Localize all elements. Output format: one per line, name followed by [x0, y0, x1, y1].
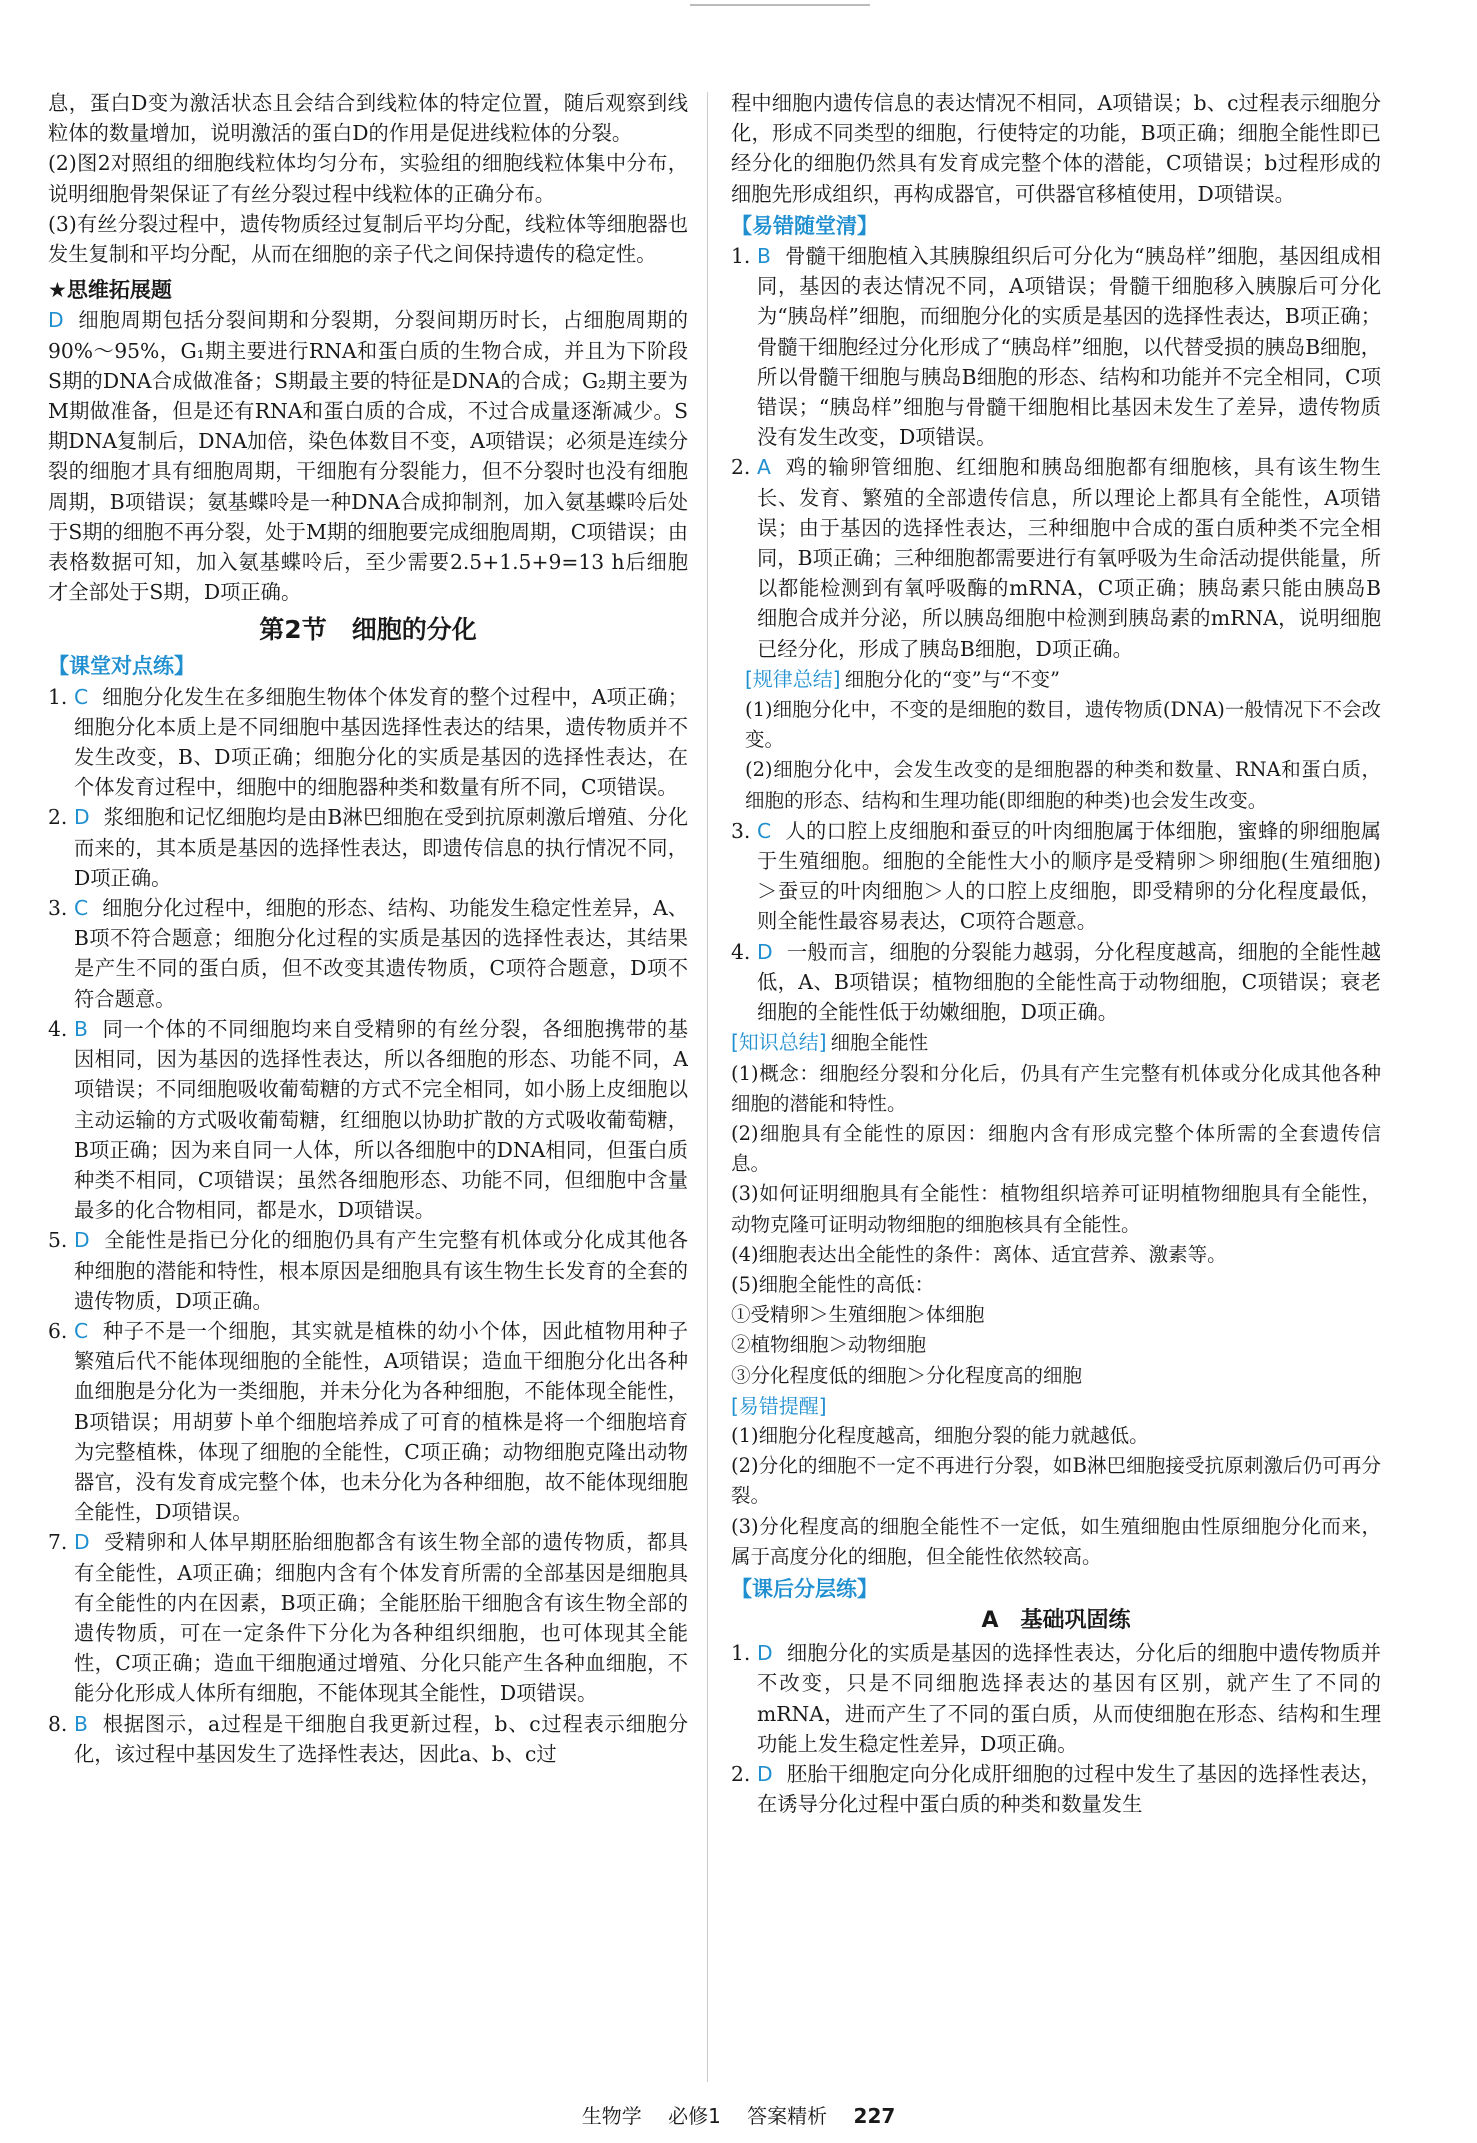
item-answer: B — [757, 244, 771, 269]
list-item — [48, 1709, 688, 1769]
left-item-list — [48, 682, 688, 1769]
item-number: 8. — [48, 1711, 68, 1736]
section-title: 第2节 细胞的分化 — [259, 615, 477, 645]
knowledge-line: ②植物细胞＞动物细胞 — [731, 1333, 927, 1357]
column-divider — [707, 92, 708, 2082]
list-item — [731, 937, 1381, 1028]
item-answer: C — [74, 896, 89, 921]
item-number: 1. — [48, 684, 68, 709]
expand-text: 细胞周期包括分裂间期和分裂期，分裂间期历时长，占细胞周期的90%～95%，G₁期主要进行RNA和蛋白质的生物合成，并且为下阶段S期的DNA合成做准备；S期最主要的特征是DNA的合成；G₂期主要为M期做准备，但是还有RNA和蛋白质的合成，不过合成量逐渐减少。S期DNA复制后，DNA加倍，染色体数目不变，A项错误；必须是连续分裂的细胞才具有细胞周期，干细胞有分裂能力，但不分裂时也没有细胞周期，B项错误；氨基蝶呤是一种DNA合成抑制剂，加入氨基蝶呤后处于S期的细胞不再分裂，处于M期的细胞要完成细胞周期，C项错误；由表格数据可知，加入氨基蝶呤后，至少需要2.5+1.5+9=13 h后细胞才全部处于S期，D项正确。 — [48, 308, 688, 605]
item-text: 骨髓干细胞植入其胰腺组织后可分化为“胰岛样”细胞，基因组成相同，基因的表达情况不同，A项错误；骨髓干细胞移入胰腺后可分化为“胰岛样”细胞，而细胞分化的实质是基因的选择性表达，B项正确；骨髓干细胞经过分化形成了“胰岛样”细胞，以代替受损的胰岛B细胞，所以骨髓干细胞与胰岛B细胞的形态、结构和功能并不完全相同，C项错误；“胰岛样”细胞与骨髓干细胞相比基因未发生了差异，遗传物质没有发生改变，D项错误。 — [757, 244, 1381, 450]
item-answer: B — [74, 1711, 88, 1736]
list-item — [48, 1527, 688, 1708]
list-item — [48, 1316, 688, 1527]
item-number: 4. — [731, 939, 751, 964]
item-answer: C — [74, 1318, 89, 1343]
list-item — [48, 893, 688, 1014]
knowledge-line: ①受精卵＞生殖细胞＞体细胞 — [731, 1303, 985, 1327]
rule-line: (2)细胞分化中，会发生改变的是细胞器的种类和数量、RNA和蛋白质，细胞的形态、结构和生理功能(即细胞的种类)也会发生改变。 — [745, 758, 1381, 812]
knowledge-line: (5)细胞全能性的高低： — [731, 1272, 935, 1296]
warning-tag: [易错提醒] — [731, 1393, 827, 1418]
warning-box — [731, 1391, 1381, 1572]
knowledge-line: (3)如何证明细胞具有全能性：植物组织培养可证明植物细胞具有全能性，动物克隆可证明动物细胞的细胞核具有全能性。 — [731, 1182, 1381, 1236]
item-text: 一般而言，细胞的分裂能力越弱，分化程度越高，细胞的全能性越低，A、B项错误；植物细胞的全能性高于动物细胞，C项错误；衰老细胞的全能性低于幼嫩细胞，D项正确。 — [757, 939, 1381, 1025]
after-class-tag: 【课后分层练】 — [731, 1576, 878, 1601]
continued-paragraph: 程中细胞内遗传信息的表达情况不相同，A项错误；b、c过程表示细胞分化，形成不同类型的细胞，行使特定的功能，B项正确；细胞全能性即已经分化的细胞仍然具有发育成完整个体的潜能，C项错误；b过程形成的细胞先形成组织，再构成器官，可供器官移植使用，D项错误。 — [731, 91, 1381, 206]
intro-paragraph-3: (3)有丝分裂过程中，遗传物质经过复制后平均分配，线粒体等细胞器也发生复制和平均分配，从而在细胞的亲子代之间保持遗传的稳定性。 — [48, 211, 688, 267]
item-text: 鸡的输卵管细胞、红细胞和胰岛细胞都有细胞核，具有该生物生长、发育、繁殖的全部遗传信息，所以理论上都具有全能性，A项错误；由于基因的选择性表达，三种细胞中合成的蛋白质种类不完全相同，B项正确；三种细胞都需要进行有氧呼吸为生命活动提供能量，所以都能检测到有氧呼吸酶的mRNA，C项正确；胰岛素只能由胰岛B细胞合成并分泌，所以胰岛细胞中检测到胰岛素的mRNA，说明细胞已经分化，形成了胰岛B细胞，D项正确。 — [757, 455, 1381, 661]
item-number: 6. — [48, 1318, 68, 1343]
top-rule — [690, 4, 870, 6]
item-text: 受精卵和人体早期胚胎细胞都含有该生物全部的遗传物质，都具有全能性，A项正确；细胞内含有个体发育所需的全部基因是细胞具有全能性的内在因素，B项正确；全能胚胎干细胞含有该生物全部的遗传物质，可在一定条件下分化为各种组织细胞，也可体现其全能性，C项正确；造血干细胞通过增殖、分化只能产生各种血细胞，不能分化形成人体所有细胞，不能体现其全能性，D项错误。 — [74, 1530, 688, 1706]
item-answer: D — [74, 805, 90, 830]
easy-mistake-tag: 【易错随堂清】 — [731, 213, 878, 238]
footer-subject: 生物学 — [581, 2104, 642, 2128]
rule-summary-title: 细胞分化的“变”与“不变” — [844, 667, 1060, 691]
list-item — [731, 452, 1381, 663]
item-number: 2. — [731, 1761, 751, 1786]
basic-practice-title: A 基础巩固练 — [981, 1608, 1131, 1634]
item-text: 细胞分化发生在多细胞生物体个体发育的整个过程中，A项正确；细胞分化本质上是不同细胞中基因选择性表达的结果，遗传物质并不发生改变，B、D项正确；细胞分化的实质是基因的选择性表达，在个体发育过程中，细胞中的细胞器种类和数量有所不同，C项错误。 — [74, 684, 688, 800]
page-number: 227 — [853, 2104, 896, 2128]
item-answer: C — [757, 818, 772, 843]
item-number: 1. — [731, 244, 751, 269]
rule-summary-tag: [规律总结] — [745, 666, 841, 691]
footer-book: 必修1 — [668, 2104, 721, 2128]
knowledge-line: (4)细胞表达出全能性的条件：离体、适宜营养、激素等。 — [731, 1242, 1227, 1266]
item-number: 3. — [731, 818, 751, 843]
warning-line: (1)细胞分化程度越高，细胞分裂的能力就越低。 — [731, 1423, 1149, 1447]
knowledge-line: (2)细胞具有全能性的原因：细胞内含有形成完整个体所需的全套遗传信息。 — [731, 1121, 1381, 1176]
list-item — [731, 1638, 1381, 1759]
rule-line: (1)细胞分化中，不变的是细胞的数目，遗传物质(DNA)一般情况下不会改变。 — [745, 698, 1381, 752]
item-answer: D — [757, 1761, 773, 1786]
intro-paragraph-2: (2)图2对照组的细胞线粒体均匀分布，实验组的细胞线粒体集中分布，说明细胞骨架保证了有丝分裂过程中线粒体的正确分布。 — [48, 151, 688, 206]
item-answer: D — [74, 1530, 90, 1555]
item-number: 4. — [48, 1016, 68, 1041]
knowledge-line: ③分化程度低的细胞＞分化程度高的细胞 — [731, 1363, 1083, 1387]
item-answer: A — [757, 455, 771, 480]
warning-line: (3)分化程度高的细胞全能性不一定低，如生殖细胞由性原细胞分化而来，属于高度分化的细胞，但全能性依然较高。 — [731, 1514, 1381, 1568]
expand-heading: ★思维拓展题 — [48, 278, 172, 303]
item-text: 人的口腔上皮细胞和蚕豆的叶肉细胞属于体细胞，蜜蜂的卵细胞属于生殖细胞。细胞的全能性大小的顺序是受精卵＞卵细胞(生殖细胞)＞蚕豆的叶肉细胞＞人的口腔上皮细胞，即受精卵的分化程度最低，则全能性最容易表达，C项符合题意。 — [757, 818, 1381, 934]
item-number: 7. — [48, 1530, 68, 1555]
item-answer: B — [74, 1016, 88, 1041]
item-text: 种子不是一个细胞，其实就是植株的幼小个体，因此植物用种子繁殖后代不能体现细胞的全能性，A项错误；造血干细胞分化出各种血细胞是分化为一类细胞，并未分化为各种细胞，不能体现全能性，B项错误；用胡萝卜单个细胞培养成了可育的植株是将一个细胞培育为完整植株，体现了细胞的全能性，C项正确；动物细胞克隆出动物器官，没有发育成完整个体，也未分化为各种细胞，故不能体现细胞全能性，D项错误。 — [74, 1318, 688, 1525]
item-answer: D — [757, 939, 773, 964]
knowledge-line: (1)概念：细胞经分裂和分化后，仍具有产生完整有机体或分化成其他各种细胞的潜能和特性。 — [731, 1061, 1381, 1115]
expand-answer-paragraph — [48, 305, 688, 607]
list-item — [48, 1014, 688, 1225]
item-number: 2. — [731, 455, 751, 480]
list-item — [731, 241, 1381, 452]
item-number: 3. — [48, 896, 68, 921]
practice-tag: 【课堂对点练】 — [48, 654, 195, 679]
rule-summary-box — [731, 664, 1381, 816]
item-text: 胚胎干细胞定向分化成肝细胞的过程中发生了基因的选择性表达，在诱导分化过程中蛋白质的种类和数量发生 — [757, 1761, 1381, 1817]
list-item — [48, 1225, 688, 1316]
expand-answer: D — [48, 308, 64, 333]
knowledge-summary-title: 细胞全能性 — [830, 1031, 929, 1055]
left-column — [48, 88, 688, 2038]
list-item — [731, 816, 1381, 937]
item-text: 同一个体的不同细胞均来自受精卵的有丝分裂，各细胞携带的基因相同，因为基因的选择性表达，所以各细胞的形态、功能不同，A项错误；不同细胞吸收葡萄糖的方式不完全相同，如小肠上皮细胞以主动运输的方式吸收葡萄糖，红细胞以协助扩散的方式吸收葡萄糖，B项正确；因为来自同一人体，所以各细胞中的DNA相同，但蛋白质种类不相同，C项错误；虽然各细胞形态、功能不同，但细胞中含量最多的化合物相同，都是水，D项错误。 — [74, 1016, 688, 1223]
item-text: 全能性是指已分化的细胞仍具有产生完整有机体或分化成其他各种细胞的潜能和特性，根本原因是细胞具有该生物生长发育的全套的遗传物质，D项正确。 — [74, 1228, 688, 1313]
intro-paragraph-1: 息，蛋白D变为激活状态且会结合到线粒体的特定位置，随后观察到线粒体的数量增加，说明激活的蛋白D的作用是促进线粒体的分裂。 — [48, 91, 688, 146]
rule-summary-heading — [745, 664, 1381, 695]
item-answer: D — [74, 1228, 90, 1253]
footer-label: 答案精析 — [747, 2104, 828, 2128]
knowledge-summary-box — [731, 1027, 1381, 1390]
knowledge-summary-tag: [知识总结] — [731, 1030, 827, 1055]
page-footer — [0, 2100, 1477, 2129]
list-item — [48, 682, 688, 803]
knowledge-summary-heading — [731, 1027, 1381, 1058]
item-answer: C — [74, 684, 89, 709]
item-number: 2. — [48, 805, 68, 830]
item-text: 浆细胞和记忆细胞均是由B淋巴细胞在受到抗原刺激后增殖、分化而来的，其本质是基因的选择性表达，即遗传信息的执行情况不同，D项正确。 — [74, 805, 688, 890]
item-number: 5. — [48, 1228, 68, 1253]
list-item — [731, 1759, 1381, 1819]
item-text: 根据图示，a过程是干细胞自我更新过程，b、c过程表示细胞分化，该过程中基因发生了选择性表达，因此a、b、c过 — [74, 1711, 688, 1766]
item-number: 1. — [731, 1641, 751, 1666]
warning-line: (2)分化的细胞不一定不再进行分裂，如B淋巴细胞接受抗原刺激后仍可再分裂。 — [731, 1454, 1381, 1508]
right-column — [731, 88, 1381, 2038]
item-answer: D — [757, 1641, 773, 1666]
item-text: 细胞分化的实质是基因的选择性表达，分化后的细胞中遗传物质并不改变，只是不同细胞选择表达的基因有区别，就产生了不同的mRNA，进而产生了不同的蛋白质，从而使细胞在形态、结构和生理功能上发生稳定性差异，D项正确。 — [757, 1641, 1381, 1756]
list-item — [48, 802, 688, 893]
item-text: 细胞分化过程中，细胞的形态、结构、功能发生稳定性差异，A、B项不符合题意；细胞分化过程的实质是基因的选择性表达，其结果是产生不同的蛋白质，但不改变其遗传物质，C项符合题意，D项不符合题意。 — [74, 896, 688, 1011]
